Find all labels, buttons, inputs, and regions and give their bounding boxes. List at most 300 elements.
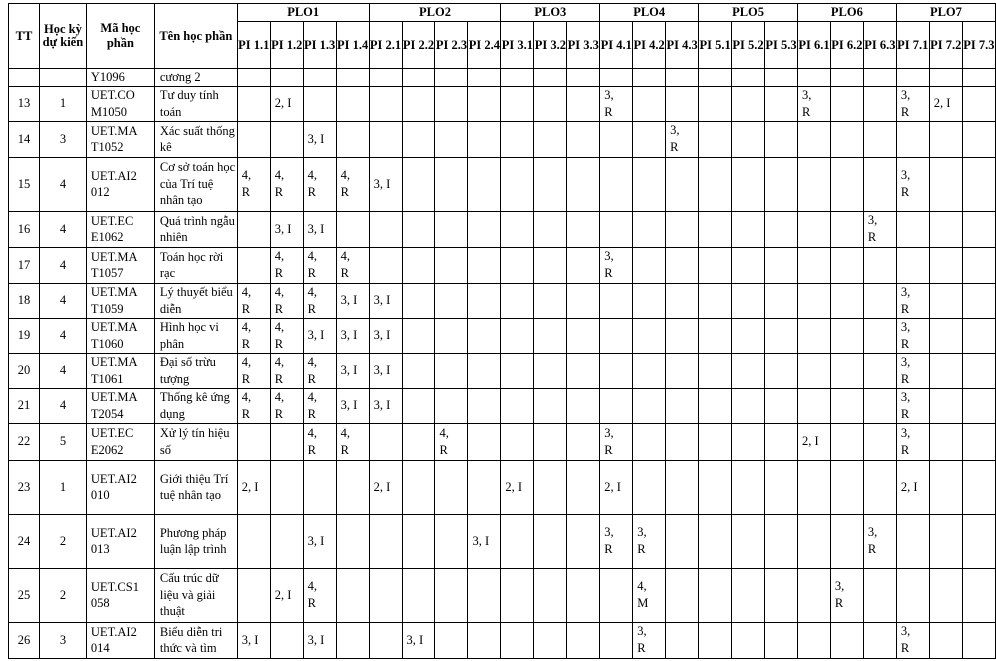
- cell-pi-value: 4, R: [303, 157, 336, 211]
- cell-pi-value: [863, 157, 896, 211]
- cell-pi-value: [699, 460, 732, 514]
- cell-pi-value: [929, 318, 962, 353]
- cell-ma-hoc-phan: UET.MA T1052: [86, 121, 154, 157]
- cell-hoc-ky: 3: [39, 622, 86, 658]
- cell-pi-value: [830, 514, 863, 568]
- cell-pi-value: 3, I: [303, 211, 336, 247]
- cell-pi-value: [666, 283, 699, 318]
- cell-ten-hoc-phan: Tư duy tính toán: [154, 86, 237, 121]
- cell-pi-value: [468, 121, 501, 157]
- cell-pi-value: [369, 86, 402, 121]
- cell-pi-value: [732, 622, 765, 658]
- cell-pi-value: [402, 318, 435, 353]
- cell-pi-value: [929, 460, 962, 514]
- cell-pi-value: [402, 69, 435, 87]
- cell-pi-value: [797, 69, 830, 87]
- cell-pi-value: 4, R: [336, 157, 369, 211]
- cell-pi-value: 4, R: [303, 283, 336, 318]
- cell-pi-value: [699, 211, 732, 247]
- cell-pi-value: [501, 69, 534, 87]
- cell-pi-value: 2, I: [797, 423, 830, 460]
- cell-pi-value: [896, 568, 929, 622]
- cell-pi-value: [765, 353, 798, 388]
- cell-tt: 25: [9, 568, 40, 622]
- cell-pi-value: 3, I: [369, 157, 402, 211]
- cell-pi-value: [501, 157, 534, 211]
- cell-ten-hoc-phan: Thống kê ứng dụng: [154, 388, 237, 423]
- table-row: [9, 86, 996, 121]
- cell-pi-value: [830, 423, 863, 460]
- cell-pi-value: [534, 211, 567, 247]
- cell-pi-value: 3, R: [600, 86, 633, 121]
- cell-pi-value: [863, 388, 896, 423]
- cell-tt: 23: [9, 460, 40, 514]
- cell-pi-value: [567, 211, 600, 247]
- cell-pi-value: [929, 283, 962, 318]
- cell-ma-hoc-phan: UET.EC E2062: [86, 423, 154, 460]
- cell-pi-value: [863, 69, 896, 87]
- cell-pi-value: [567, 514, 600, 568]
- cell-pi-value: 4, R: [237, 353, 270, 388]
- cell-pi-value: 3, R: [896, 283, 929, 318]
- cell-pi-value: [732, 211, 765, 247]
- cell-pi-value: [600, 283, 633, 318]
- cell-ma-hoc-phan: UET.MA T2054: [86, 388, 154, 423]
- cell-pi-value: [797, 318, 830, 353]
- cell-pi-value: [699, 318, 732, 353]
- cell-pi-value: 2, I: [237, 460, 270, 514]
- cell-pi-value: 4, M: [633, 568, 666, 622]
- cell-pi-value: 3, I: [237, 622, 270, 658]
- cell-pi-value: [468, 283, 501, 318]
- cell-pi-value: [732, 353, 765, 388]
- cell-pi-value: [830, 211, 863, 247]
- cell-pi-value: [929, 514, 962, 568]
- cell-pi-value: 3, R: [896, 318, 929, 353]
- cell-pi-value: [435, 388, 468, 423]
- cell-pi-value: [830, 86, 863, 121]
- cell-pi-value: [600, 121, 633, 157]
- cell-ma-hoc-phan: UET.AI2 013: [86, 514, 154, 568]
- cell-pi-value: [863, 247, 896, 283]
- table-row: [9, 568, 996, 622]
- cell-pi-value: 4, R: [303, 423, 336, 460]
- cell-ten-hoc-phan: Lý thuyết biểu diễn: [154, 283, 237, 318]
- cell-pi-value: 3, I: [369, 318, 402, 353]
- cell-pi-value: [270, 460, 303, 514]
- cell-pi-value: 3, R: [896, 157, 929, 211]
- cell-pi-value: [633, 69, 666, 87]
- cell-pi-value: [336, 69, 369, 87]
- cell-pi-value: [567, 69, 600, 87]
- plo-header: PLO6: [797, 4, 896, 22]
- cell-pi-value: [732, 568, 765, 622]
- table-row: [9, 423, 996, 460]
- cell-hoc-ky: 4: [39, 283, 86, 318]
- cell-tt: 18: [9, 283, 40, 318]
- cell-pi-value: [435, 247, 468, 283]
- cell-pi-value: [962, 157, 995, 211]
- cell-hoc-ky: 4: [39, 388, 86, 423]
- cell-pi-value: 3, I: [303, 622, 336, 658]
- plo-header: PLO1: [237, 4, 369, 22]
- cell-pi-value: [534, 514, 567, 568]
- plo-header: PLO5: [699, 4, 798, 22]
- cell-pi-value: [237, 568, 270, 622]
- cell-hoc-ky: 3: [39, 121, 86, 157]
- table-row: [9, 353, 996, 388]
- pi-header: PI 2.3: [435, 22, 468, 69]
- cell-pi-value: [699, 69, 732, 87]
- cell-pi-value: [567, 318, 600, 353]
- cell-pi-value: 4, R: [303, 568, 336, 622]
- cell-pi-value: [402, 460, 435, 514]
- pi-header: PI 4.2: [633, 22, 666, 69]
- cell-ten-hoc-phan: Xử lý tín hiệu số: [154, 423, 237, 460]
- cell-pi-value: [863, 423, 896, 460]
- cell-pi-value: [666, 318, 699, 353]
- cell-pi-value: [797, 121, 830, 157]
- cell-pi-value: [336, 86, 369, 121]
- cell-pi-value: 4, R: [237, 157, 270, 211]
- cell-pi-value: [501, 388, 534, 423]
- cell-pi-value: [270, 69, 303, 87]
- cell-pi-value: 3, I: [402, 622, 435, 658]
- cell-tt: 15: [9, 157, 40, 211]
- cell-pi-value: [699, 353, 732, 388]
- cell-pi-value: 3, I: [369, 283, 402, 318]
- cell-pi-value: [336, 121, 369, 157]
- cell-pi-value: 3, I: [303, 514, 336, 568]
- cell-pi-value: [699, 121, 732, 157]
- cell-pi-value: [336, 514, 369, 568]
- cell-pi-value: [402, 211, 435, 247]
- cell-pi-value: [863, 353, 896, 388]
- cell-pi-value: [237, 514, 270, 568]
- cell-pi-value: 4, R: [270, 353, 303, 388]
- cell-pi-value: [863, 318, 896, 353]
- cell-pi-value: [468, 388, 501, 423]
- cell-pi-value: [237, 86, 270, 121]
- cell-pi-value: [732, 283, 765, 318]
- cell-pi-value: [699, 622, 732, 658]
- cell-pi-value: 3, R: [896, 423, 929, 460]
- table-row: [9, 69, 996, 87]
- cell-ma-hoc-phan: UET.AI2 014: [86, 622, 154, 658]
- cell-pi-value: [830, 69, 863, 87]
- cell-pi-value: [797, 283, 830, 318]
- cell-pi-value: [962, 247, 995, 283]
- cell-hoc-ky: 1: [39, 86, 86, 121]
- cell-pi-value: 3, R: [600, 514, 633, 568]
- cell-pi-value: 4, R: [303, 388, 336, 423]
- cell-pi-value: [962, 423, 995, 460]
- cell-ma-hoc-phan: UET.MA T1059: [86, 283, 154, 318]
- cell-pi-value: [435, 622, 468, 658]
- cell-pi-value: [633, 460, 666, 514]
- cell-pi-value: [633, 353, 666, 388]
- cell-pi-value: 3, R: [633, 622, 666, 658]
- cell-hoc-ky: 2: [39, 568, 86, 622]
- cell-pi-value: [303, 69, 336, 87]
- cell-pi-value: [797, 247, 830, 283]
- cell-pi-value: [534, 460, 567, 514]
- table-row: [9, 157, 996, 211]
- plo-mapping-table: [8, 3, 996, 659]
- table-body: [9, 69, 996, 659]
- cell-pi-value: 3, I: [369, 353, 402, 388]
- cell-pi-value: 4, R: [237, 388, 270, 423]
- cell-pi-value: [501, 283, 534, 318]
- cell-pi-value: [962, 211, 995, 247]
- cell-pi-value: [600, 388, 633, 423]
- cell-ma-hoc-phan: UET.CS1 058: [86, 568, 154, 622]
- cell-pi-value: [797, 622, 830, 658]
- plo-header-row: [9, 4, 996, 22]
- table-row: [9, 460, 996, 514]
- cell-pi-value: 2, I: [929, 86, 962, 121]
- cell-pi-value: [369, 211, 402, 247]
- pi-header: PI 3.1: [501, 22, 534, 69]
- cell-pi-value: [732, 69, 765, 87]
- cell-pi-value: [468, 568, 501, 622]
- plo-header: PLO2: [369, 4, 501, 22]
- cell-pi-value: [534, 283, 567, 318]
- cell-pi-value: [929, 157, 962, 211]
- plo-header: PLO7: [896, 4, 995, 22]
- cell-pi-value: [830, 283, 863, 318]
- cell-pi-value: [567, 283, 600, 318]
- cell-pi-value: [435, 460, 468, 514]
- cell-pi-value: [468, 69, 501, 87]
- cell-ma-hoc-phan: UET.EC E1062: [86, 211, 154, 247]
- cell-pi-value: [402, 247, 435, 283]
- cell-pi-value: [962, 121, 995, 157]
- cell-pi-value: 2, I: [270, 568, 303, 622]
- cell-pi-value: [501, 353, 534, 388]
- cell-pi-value: [534, 622, 567, 658]
- pi-header: PI 2.1: [369, 22, 402, 69]
- cell-pi-value: [501, 211, 534, 247]
- cell-tt: 20: [9, 353, 40, 388]
- cell-tt: 13: [9, 86, 40, 121]
- cell-tt: [9, 69, 40, 87]
- cell-pi-value: [633, 423, 666, 460]
- cell-pi-value: [402, 86, 435, 121]
- cell-pi-value: [699, 423, 732, 460]
- cell-pi-value: 3, R: [633, 514, 666, 568]
- cell-pi-value: [336, 568, 369, 622]
- cell-ma-hoc-phan: UET.MA T1060: [86, 318, 154, 353]
- cell-ma-hoc-phan: UET.MA T1057: [86, 247, 154, 283]
- cell-pi-value: [962, 388, 995, 423]
- cell-pi-value: 3, R: [896, 388, 929, 423]
- cell-pi-value: [699, 514, 732, 568]
- cell-pi-value: 4, R: [303, 353, 336, 388]
- cell-pi-value: [765, 69, 798, 87]
- cell-hoc-ky: 4: [39, 318, 86, 353]
- cell-ten-hoc-phan: Phương pháp luận lập trình: [154, 514, 237, 568]
- cell-pi-value: 4, R: [435, 423, 468, 460]
- cell-pi-value: [929, 622, 962, 658]
- cell-hoc-ky: [39, 69, 86, 87]
- cell-pi-value: [765, 514, 798, 568]
- cell-pi-value: [797, 388, 830, 423]
- cell-pi-value: [567, 353, 600, 388]
- cell-pi-value: 3, I: [336, 388, 369, 423]
- cell-tt: 26: [9, 622, 40, 658]
- cell-pi-value: [633, 121, 666, 157]
- pi-header: PI 6.2: [830, 22, 863, 69]
- cell-pi-value: [797, 353, 830, 388]
- cell-pi-value: [369, 568, 402, 622]
- cell-pi-value: [765, 460, 798, 514]
- cell-pi-value: [435, 211, 468, 247]
- cell-hoc-ky: 4: [39, 157, 86, 211]
- cell-pi-value: [237, 211, 270, 247]
- cell-pi-value: 3, R: [896, 622, 929, 658]
- cell-pi-value: [732, 86, 765, 121]
- cell-pi-value: [501, 514, 534, 568]
- cell-tt: 22: [9, 423, 40, 460]
- cell-pi-value: [929, 69, 962, 87]
- cell-pi-value: [699, 388, 732, 423]
- cell-pi-value: [830, 622, 863, 658]
- table-row: [9, 514, 996, 568]
- cell-pi-value: [962, 283, 995, 318]
- cell-pi-value: [270, 514, 303, 568]
- cell-pi-value: [468, 157, 501, 211]
- pi-header: PI 5.1: [699, 22, 732, 69]
- cell-pi-value: 3, R: [896, 353, 929, 388]
- cell-pi-value: [929, 247, 962, 283]
- cell-pi-value: [600, 568, 633, 622]
- cell-pi-value: [600, 69, 633, 87]
- cell-pi-value: [435, 157, 468, 211]
- cell-pi-value: 2, I: [896, 460, 929, 514]
- cell-pi-value: [863, 622, 896, 658]
- cell-pi-value: [666, 211, 699, 247]
- cell-pi-value: [534, 157, 567, 211]
- cell-pi-value: [765, 568, 798, 622]
- cell-pi-value: 2, I: [600, 460, 633, 514]
- plo-header: PLO4: [600, 4, 699, 22]
- cell-pi-value: 3, R: [797, 86, 830, 121]
- cell-pi-value: [797, 568, 830, 622]
- cell-pi-value: [962, 318, 995, 353]
- cell-pi-value: [501, 622, 534, 658]
- cell-pi-value: [369, 622, 402, 658]
- cell-pi-value: [765, 121, 798, 157]
- cell-pi-value: [830, 121, 863, 157]
- cell-pi-value: 4, R: [270, 388, 303, 423]
- cell-pi-value: [270, 121, 303, 157]
- cell-pi-value: [600, 211, 633, 247]
- cell-pi-value: [929, 388, 962, 423]
- cell-ten-hoc-phan: Đại số trừu tượng: [154, 353, 237, 388]
- cell-pi-value: [797, 460, 830, 514]
- cell-pi-value: [435, 121, 468, 157]
- cell-pi-value: [863, 460, 896, 514]
- cell-pi-value: [369, 121, 402, 157]
- cell-pi-value: [962, 568, 995, 622]
- cell-pi-value: [666, 568, 699, 622]
- cell-pi-value: [435, 514, 468, 568]
- cell-pi-value: [633, 388, 666, 423]
- cell-pi-value: [896, 514, 929, 568]
- cell-hoc-ky: 5: [39, 423, 86, 460]
- cell-pi-value: [435, 568, 468, 622]
- pi-header: PI 3.2: [534, 22, 567, 69]
- cell-pi-value: [863, 568, 896, 622]
- cell-pi-value: 4, R: [336, 423, 369, 460]
- cell-pi-value: [567, 121, 600, 157]
- header-hoc-ky: Học kỳ dự kiến: [39, 4, 86, 69]
- cell-pi-value: [633, 157, 666, 211]
- table-row: [9, 121, 996, 157]
- cell-hoc-ky: 4: [39, 353, 86, 388]
- cell-pi-value: 4, R: [270, 247, 303, 283]
- table-row: [9, 283, 996, 318]
- cell-pi-value: [797, 211, 830, 247]
- cell-pi-value: [732, 514, 765, 568]
- cell-pi-value: [765, 157, 798, 211]
- cell-pi-value: [633, 86, 666, 121]
- cell-pi-value: [567, 157, 600, 211]
- cell-pi-value: [666, 622, 699, 658]
- table-row: [9, 247, 996, 283]
- cell-pi-value: [666, 157, 699, 211]
- cell-pi-value: [666, 86, 699, 121]
- cell-pi-value: [699, 157, 732, 211]
- cell-pi-value: 4, R: [336, 247, 369, 283]
- cell-pi-value: [336, 622, 369, 658]
- cell-pi-value: [863, 283, 896, 318]
- cell-pi-value: [600, 318, 633, 353]
- cell-pi-value: [896, 69, 929, 87]
- cell-pi-value: [501, 121, 534, 157]
- cell-tt: 14: [9, 121, 40, 157]
- cell-pi-value: [699, 247, 732, 283]
- pi-header: PI 1.4: [336, 22, 369, 69]
- cell-pi-value: [468, 211, 501, 247]
- cell-pi-value: [732, 121, 765, 157]
- cell-pi-value: [797, 157, 830, 211]
- cell-pi-value: 4, R: [270, 283, 303, 318]
- cell-pi-value: [270, 622, 303, 658]
- cell-tt: 16: [9, 211, 40, 247]
- cell-pi-value: [468, 247, 501, 283]
- cell-pi-value: [567, 86, 600, 121]
- cell-pi-value: [666, 247, 699, 283]
- cell-pi-value: [830, 157, 863, 211]
- cell-pi-value: [929, 423, 962, 460]
- pi-header: PI 4.1: [600, 22, 633, 69]
- pi-header: PI 3.3: [567, 22, 600, 69]
- cell-ten-hoc-phan: Quá trình ngẫu nhiên: [154, 211, 237, 247]
- cell-hoc-ky: 1: [39, 460, 86, 514]
- cell-pi-value: [435, 353, 468, 388]
- cell-pi-value: 4, R: [270, 157, 303, 211]
- cell-pi-value: [501, 318, 534, 353]
- cell-pi-value: 3, I: [303, 121, 336, 157]
- cell-pi-value: 2, I: [270, 86, 303, 121]
- pi-header: PI 1.1: [237, 22, 270, 69]
- pi-header: PI 5.2: [732, 22, 765, 69]
- cell-pi-value: 3, R: [830, 568, 863, 622]
- cell-pi-value: [699, 86, 732, 121]
- table-row: [9, 622, 996, 658]
